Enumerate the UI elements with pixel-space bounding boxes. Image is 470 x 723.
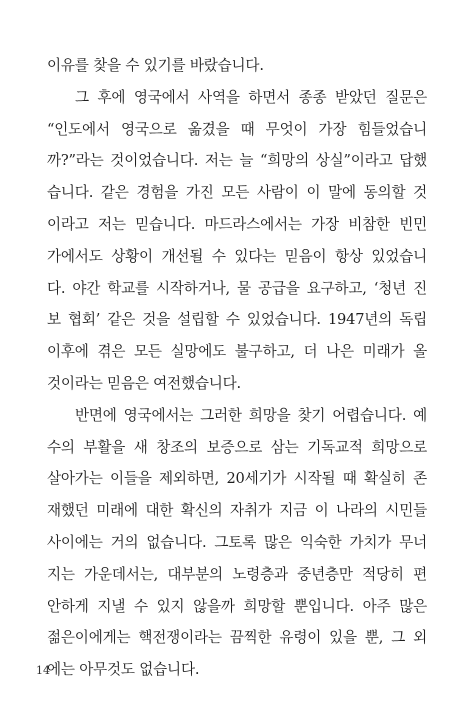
text-line: 지는 가운데서는, 대부분의 노령층과 중년층만 적당히 편 <box>47 565 427 583</box>
paragraph-last-line: 것이라는 믿음은 여전했습니다. <box>47 374 241 392</box>
text-line: 재했던 미래에 대한 확신의 자취가 지금 이 나라의 시민들 <box>47 502 427 520</box>
paragraph-last-line: 에는 아무것도 없습니다. <box>47 661 200 679</box>
text-line: 이후에 겪은 모든 실망에도 불구하고, 더 나은 미래가 올 <box>47 343 427 361</box>
text-line: “인도에서 영국으로 옮겼을 때 무엇이 가장 힘들었습니 <box>47 120 427 138</box>
text-line: 가에서도 상황이 개선될 수 있다는 믿음이 항상 있었습니 <box>47 247 427 265</box>
body-text <box>47 50 427 686</box>
text-line: 살아가는 이들을 제외하면, 20세기가 시작될 때 확실히 존 <box>47 470 427 488</box>
paragraph-first-line: 반면에 영국에서는 그러한 희망을 찾기 어렵습니다. 예 <box>75 406 427 424</box>
text-line: 안하게 지낼 수 있지 않을까 희망할 뿐입니다. 아주 많은 <box>47 597 427 615</box>
text-line: 사이에는 거의 없습니다. 그토록 많은 익숙한 가치가 무너 <box>47 533 427 551</box>
text-line: 까?”라는 것이었습니다. 저는 늘 “희망의 상실”이라고 답했 <box>47 152 427 170</box>
text-line: 보 협회’ 같은 것을 설립할 수 있었습니다. 1947년의 독립 <box>47 311 427 329</box>
paragraph-first-line: 그 후에 영국에서 사역을 하면서 종종 받았던 질문은 <box>75 88 427 106</box>
page-number: 14 <box>36 664 50 677</box>
text-line: 다. 야간 학교를 시작하거나, 물 공급을 요구하고, ‘청년 진 <box>47 279 427 297</box>
text-line: 이라고 저는 믿습니다. 마드라스에서는 가장 비참한 빈민 <box>47 215 427 233</box>
text-line: 이유를 찾을 수 있기를 바랐습니다. <box>47 57 264 74</box>
text-line: 수의 부활을 새 창조의 보증으로 삼는 기독교적 희망으로 <box>47 438 427 456</box>
text-line: 젊은이에게는 핵전쟁이라는 끔찍한 유령이 있을 뿐, 그 외 <box>47 629 427 647</box>
text-line: 습니다. 같은 경험을 가진 모든 사람이 이 말에 동의할 것 <box>47 184 427 202</box>
